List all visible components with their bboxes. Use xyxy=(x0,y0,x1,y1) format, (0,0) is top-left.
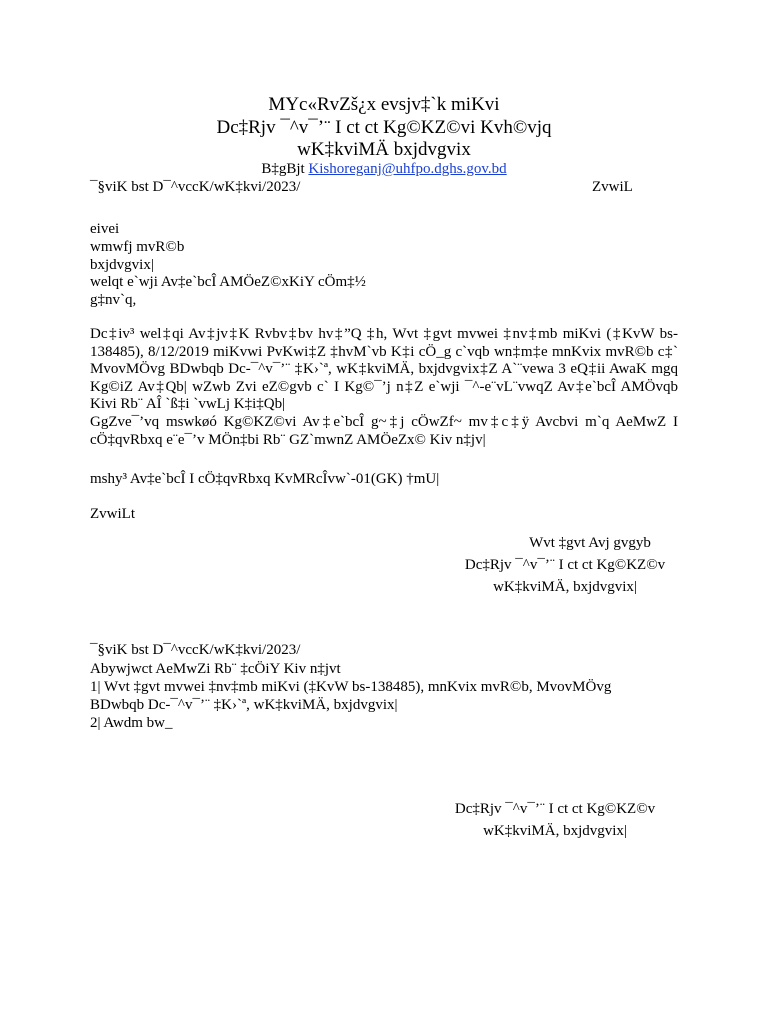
copy-item-1: 1| Wvt ‡gvt mvwei ‡nv‡mb miKvi (‡KvW bs-138485), mnKvix mvR©b, MvovMÖvg xyxy=(90,679,612,695)
memo-reference: ¯§viK bst D¯^vccK/wK‡kvi/2023/ xyxy=(90,179,301,195)
copy-memo-reference: ¯§viK bst D¯^vccK/wK‡kvi/2023/ xyxy=(90,642,301,658)
recipient-name: wmwfj mvR©b xyxy=(90,239,185,255)
email-link[interactable]: Kishoreganj@uhfpo.dghs.gov.bd xyxy=(308,161,507,177)
body-paragraph-1: Dc‡iv³ wel‡qi Av‡jv‡K Rvbv‡bv hv‡”Q ‡h, Wvt ‡gvt mvwei ‡nv‡mb miKvi (‡KvW bs-138485), 8/12/2019 miKvwi PvKwi‡Z ‡hvM`vb K‡i cÖ_g c`vqb wn‡m‡e mnKvix mvR©b c‡` MvovMÖvg BDwbqb Dc-¯^v¯’¨ ‡K›`ª, wK‡kviMÄ, bxjdvgvix‡Z A`¨vewa 3 eQ‡ii AwaK mgq Kg©iZ Av‡Qb| wZwb Zvi eZ©gvb c` I Kg©¯’j n‡Z e`wji ¯^-e¨vL¨vwqZ Av‡e`bcÎ AMÖvqb Kivi Rb¨ AÎ `ß‡i `vwLj K‡i‡Qb| xyxy=(90,326,678,412)
recipient-to: eivei xyxy=(90,221,120,237)
recipient-place: bxjdvgvix| xyxy=(90,257,154,273)
copy-item-2: 2| Awdm bw_ xyxy=(90,715,173,731)
memo-date-label: ZvwiL xyxy=(592,179,633,195)
signatory-title: Dc‡Rjv ¯^v¯’¨ I ct ct Kg©KZ©v xyxy=(464,557,666,573)
office-location: wK‡kviMÄ bxjdvgvix xyxy=(297,139,471,160)
signature-block-1 xyxy=(440,532,690,598)
signatory-location-2: wK‡kviMÄ, bxjdvgvix| xyxy=(483,823,627,839)
signatory-title-2: Dc‡Rjv ¯^v¯’¨ I ct ct Kg©KZ©v xyxy=(454,801,656,817)
salutation: g‡nv`q, xyxy=(90,292,137,308)
signature-block-2 xyxy=(430,798,680,842)
govt-title: MYc«RvZš¿x evsjv‡`k miKvi xyxy=(268,94,500,115)
copy-item-1-cont: BDwbqb Dc-¯^v¯’¨ ‡K›`ª, wK‡kviMÄ, bxjdvgvix| xyxy=(90,697,398,713)
closing-date-label: ZvwiLt xyxy=(90,506,135,522)
subject-line: welqt e`wji Av‡e`bcÎ AMÖeZ©xKiY cÖm‡½ xyxy=(90,274,366,290)
email-line xyxy=(0,160,768,178)
copy-intro: Abywjwct AeMwZi Rb¨ ‡cÖiY Kiv n‡jvt xyxy=(90,661,341,677)
office-title: Dc‡Rjv ¯^v¯’¨ I ct ct Kg©KZ©vi Kvh©vjq xyxy=(216,117,552,138)
signatory-name: Wvt ‡gvt Avj gvgyb xyxy=(529,535,651,551)
signatory-location: wK‡kviMÄ, bxjdvgvix| xyxy=(493,579,637,595)
enclosure-line: mshy³ Av‡e`bcÎ I cÖ‡qvRbxq KvMRcÎvw`-01(GK) †mU| xyxy=(90,471,440,487)
body-paragraph-2: GgZve¯’vq mswkøó Kg©KZ©vi Av‡e`bcÎ g~‡j cÖwZf~ mv‡c‡ÿ Avcbvi m`q AeMwZ I cÖ‡qvRbxq e¨e¯’v MÖn‡bi Rb¨ GZ`mwnZ AMÖeZx© Kiv n‡jv| xyxy=(90,414,678,448)
email-prefix: B‡gBjt xyxy=(261,161,305,177)
